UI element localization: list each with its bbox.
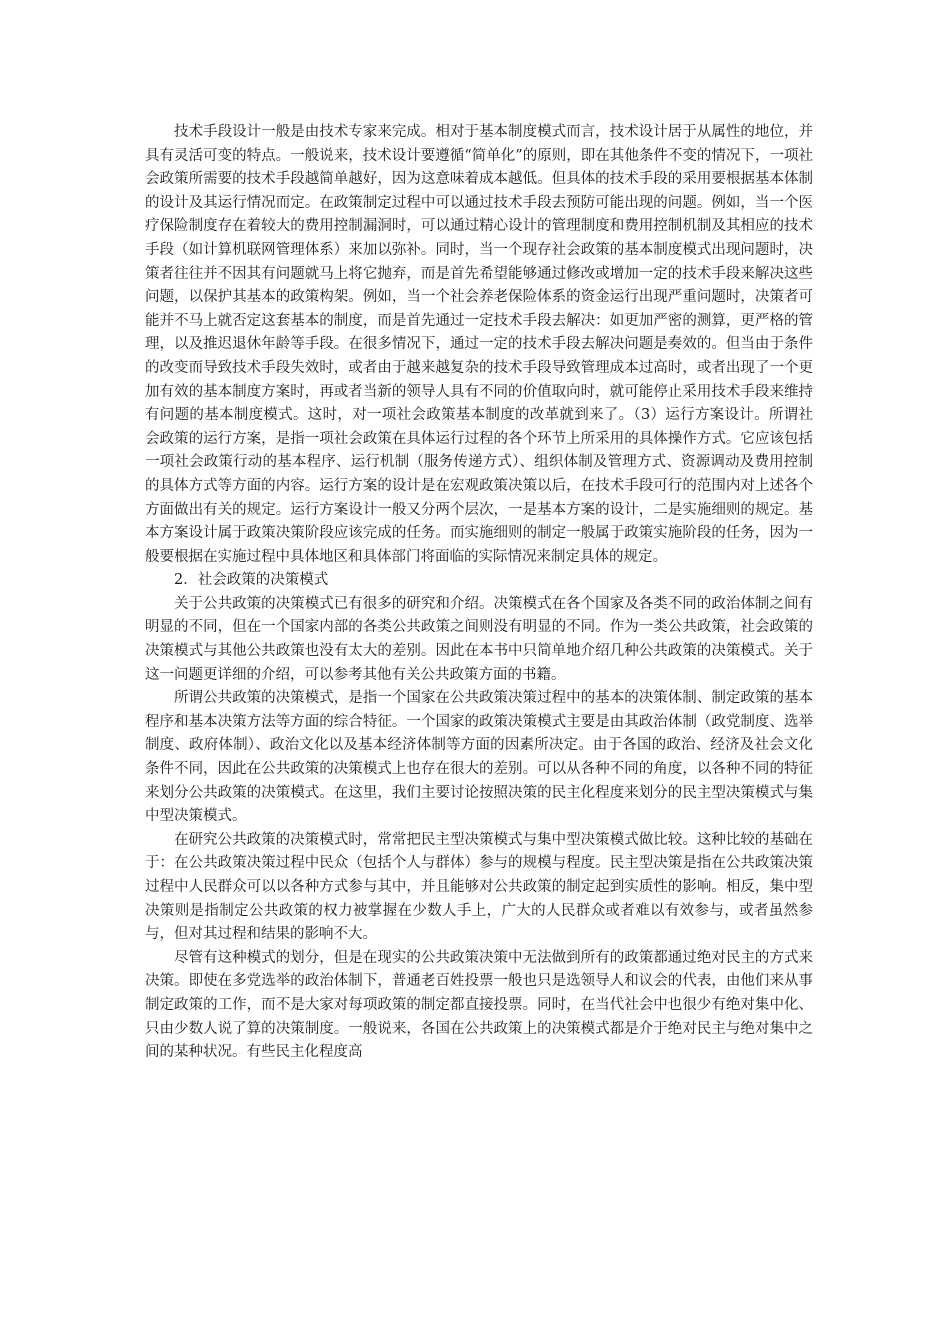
document-page	[145, 121, 813, 1065]
paragraph-decision-model-definition: 所谓公共政策的决策模式，是指一个国家在公共政策决策过程中的基本的决策体制、制定政策的基本程序和基本决策方法等方面的综合特征。一个国家的政策决策模式主要是由其政治体制（政党制度、选举制度、政府体制）、政治文化以及基本经济体制等方面的因素所决定。由于各国的政治、经济及社会文化条件不同，因此在公共政策的决策模式上也存在很大的差别。可以从各种不同的角度，以各种不同的特征来划分公共政策的决策模式。在这里，我们主要讨论按照决策的民主化程度来划分的民主型决策模式与集中型决策模式。	[145, 690, 813, 825]
paragraph-technical-design: 技术手段设计一般是由技术专家来完成。相对于基本制度模式而言，技术设计居于从属性的地位，并具有灵活可变的特点。一般说来，技术设计要遵循“简单化”的原则，即在其他条件不变的情况下，一项社会政策所需要的技术手段越简单越好，因为这意味着成本越低。但具体的技术手段的采用要根据基本体制的设计及其运行情况而定。在政策制定过程中可以通过技术手段去预防可能出现的问题。例如，当一个医疗保险制度存在着较大的费用控制漏洞时，可以通过精心设计的管理制度和费用控制机制及其相应的技术手段（如计算机联网管理体系）来加以弥补。同时，当一个现存社会政策的基本制度模式出现问题时，决策者往往并不因其有问题就马上将它抛弃，而是首先希望能够通过修改或增加一定的技术手段来解决这些问题，以保护其基本的政策构架。例如，当一个社会养老保险体系的资金运行出现严重问题时，决策者可能并不马上就否定这套基本的制度，而是首先通过一定技术手段去解决：如更加严密的测算，更严格的管理，以及推迟退休年龄等手段。在很多情况下，通过一定的技术手段去解决问题是奏效的。但当由于条件的改变而导致技术手段失效时，或者由于越来越复杂的技术手段导致管理成本过高时，或者出现了一个更加有效的基本制度方案时，再或者当新的领导人具有不同的价值取向时，就可能停止采用技术手段来维持有问题的基本制度模式。这时，对一项社会政策基本制度的改革就到来了。（3）运行方案设计。所谓社会政策的运行方案，是指一项社会政策在具体运行过程的各个环节上所采用的具体操作方式。它应该包括一项社会政策行动的基本程序、运行机制（服务传递方式）、组织体制及管理方式、资源调动及费用控制的具体方式等方面的内容。运行方案的设计是在宏观政策决策以后，在技术手段可行的范围内对上述各个方面做出有关的规定。运行方案设计一般又分两个层次，一是基本方案的设计，二是实施细则的规定。基本方案设计属于政策决策阶段应该完成的任务。而实施细则的制定一般属于政策实施阶段的任务，因为一般要根据在实施过程中具体地区和具体部门将面临的实际情况来制定具体的规定。	[145, 124, 813, 565]
paragraph-model-reality: 尽管有这种模式的划分，但是在现实的公共政策决策中无法做到所有的政策都通过绝对民主的方式来决策。即使在多党选举的政治体制下，普通老百姓投票一般也只是选领导人和议会的代表，由他们来从事制定政策的工作，而不是大家对每项政策的制定都直接投票。同时，在当代社会中也很少有绝对集中化、只由少数人说了算的决策制度。一般说来，各国在公共政策上的决策模式都是介于绝对民主与绝对集中之间的某种状况。有些民主化程度高	[145, 949, 813, 1061]
paragraph-decision-models-intro: 关于公共政策的决策模式已有很多的研究和介绍。决策模式在各个国家及各类不同的政治体制之间有明显的不同，但在一个国家内部的各类公共政策之间则没有明显的不同。作为一类公共政策，社会政策的决策模式与其他公共政策也没有太大的差别。因此在本书中只简单地介绍几种公共政策的决策模式。关于这一问题更详细的介绍，可以参考其他有关公共政策方面的书籍。	[145, 595, 813, 683]
paragraph-democratic-vs-centralized: 在研究公共政策的决策模式时，常常把民主型决策模式与集中型决策模式做比较。这种比较的基础在于：在公共政策决策过程中民众（包括个人与群体）参与的规模与程度。民主型决策是指在公共政策决策过程中人民群众可以以各种方式参与其中，并且能够对公共政策的制定起到实质性的影响。相反，集中型决策则是指制定公共政策的权力被掌握在少数人手上，广大的人民群众或者难以有效参与，或者虽然参与，但对其过程和结果的影响不大。	[145, 831, 813, 943]
section-heading: 2．社会政策的决策模式	[174, 572, 329, 589]
